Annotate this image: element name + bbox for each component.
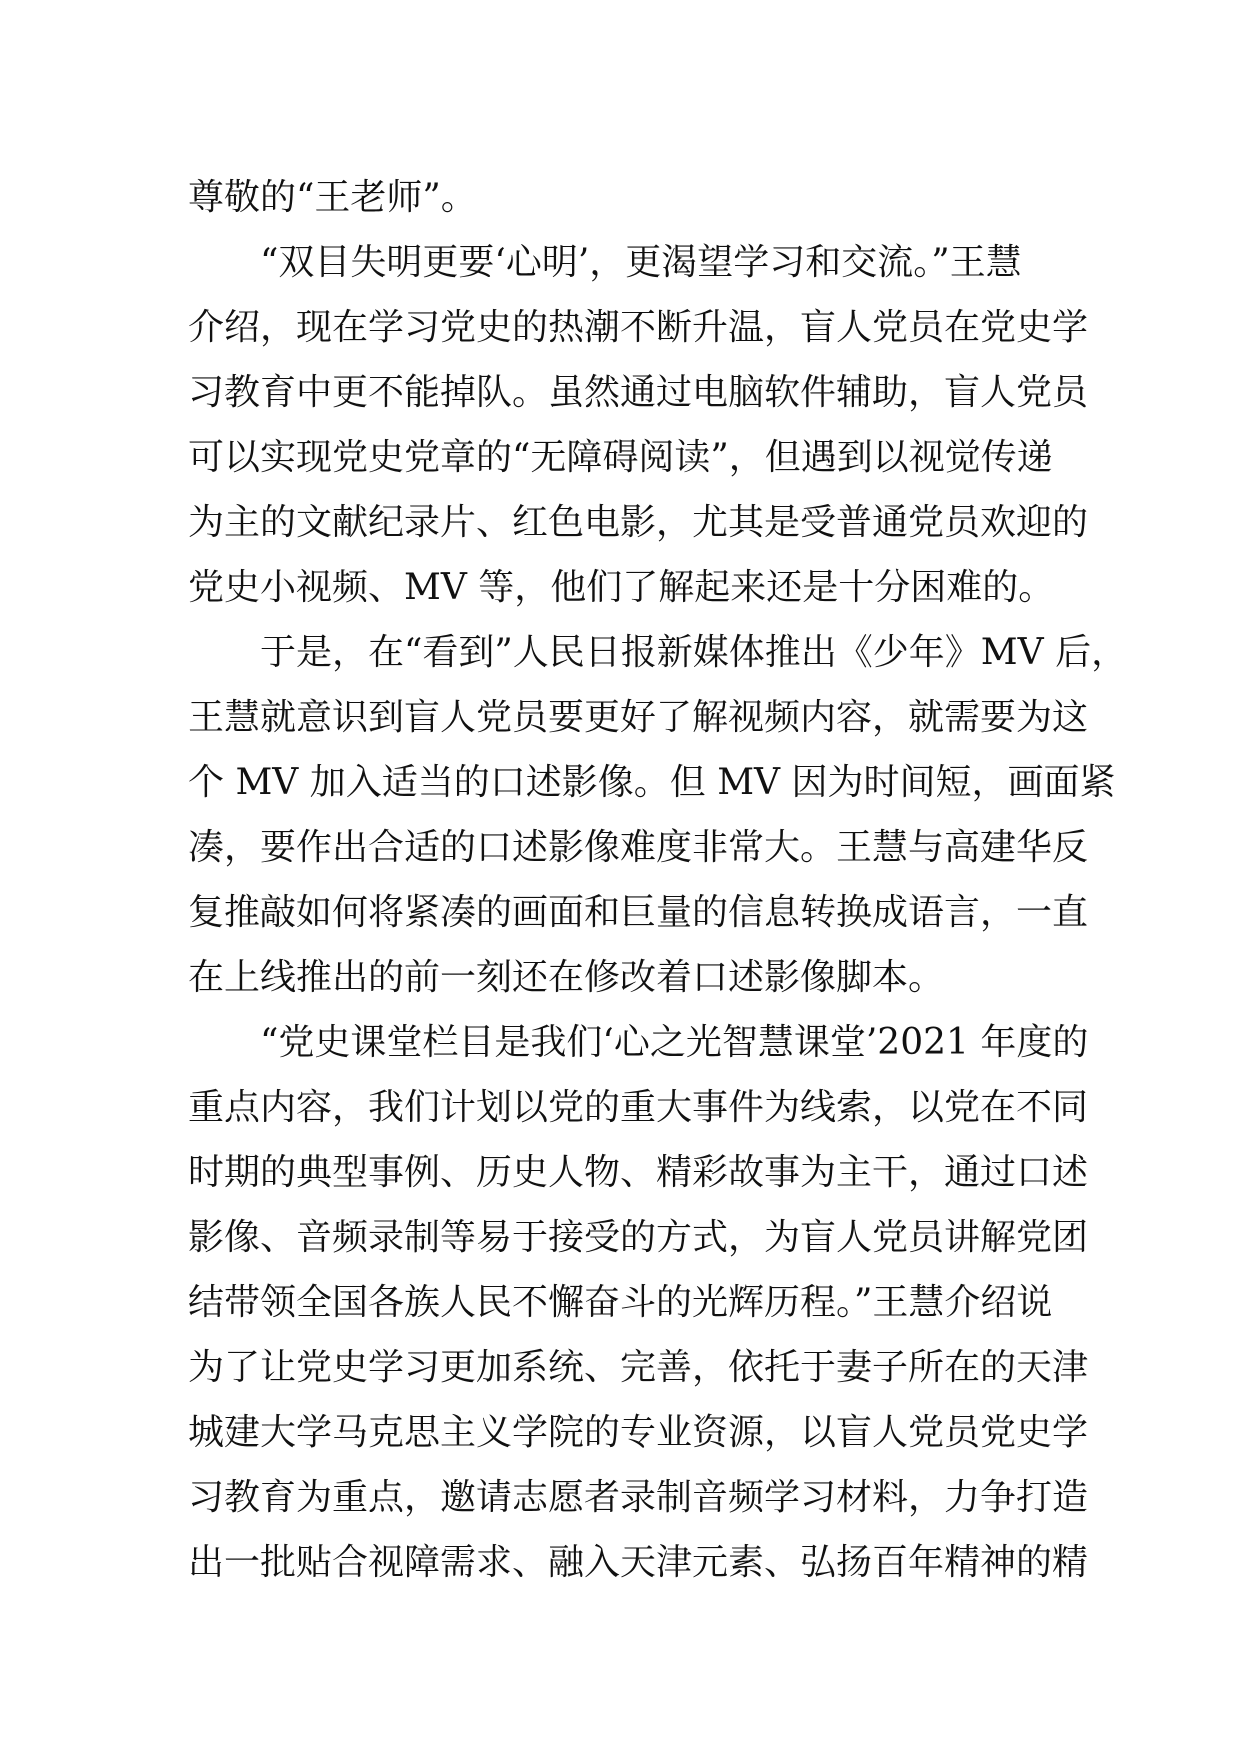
text-line: 介绍，现在学习党史的热潮不断升温，盲人党员在党史学 bbox=[188, 307, 1089, 348]
text-line: 凑，要作出合适的口述影像难度非常大。王慧与高建华反 bbox=[188, 827, 1089, 868]
text-line: 个 MV 加入适当的口述影像。但 MV 因为时间短，画面紧 bbox=[188, 762, 1116, 803]
text-line: 城建大学马克思主义学院的专业资源，以盲人党员党史学 bbox=[188, 1412, 1089, 1453]
text-line: 结带领全国各族人民不懈奋斗的光辉历程。”王慧介绍说 bbox=[188, 1282, 1053, 1323]
paragraph-start-line: “双目失明更要‘心明’，更渴望学习和交流。”王慧 bbox=[260, 242, 1022, 283]
text-line: 为了让党史学习更加系统、完善，依托于妻子所在的天津 bbox=[188, 1347, 1089, 1388]
text-line: 习教育为重点，邀请志愿者录制音频学习材料，力争打造 bbox=[188, 1477, 1089, 1518]
text-line: 王慧就意识到盲人党员要更好了解视频内容，就需要为这 bbox=[188, 697, 1089, 738]
article-body bbox=[188, 168, 1128, 1598]
text-line: 为主的文献纪录片、红色电影，尤其是受普通党员欢迎的 bbox=[188, 502, 1089, 543]
text-line: 尊敬的“王老师”。 bbox=[188, 177, 477, 218]
paragraph-start-line: “党史课堂栏目是我们‘心之光智慧课堂’2021 年度的 bbox=[260, 1022, 1089, 1063]
text-line: 在上线推出的前一刻还在修改着口述影像脚本。 bbox=[188, 957, 945, 998]
text-line: 重点内容，我们计划以党的重大事件为线索，以党在不同 bbox=[188, 1087, 1089, 1128]
text-line: 时期的典型事例、历史人物、精彩故事为主干，通过口述 bbox=[188, 1152, 1089, 1193]
text-line: 党史小视频、MV 等，他们了解起来还是十分困难的。 bbox=[188, 567, 1055, 608]
text-line: 习教育中更不能掉队。虽然通过电脑软件辅助，盲人党员 bbox=[188, 372, 1089, 413]
paragraph-start-line: 于是，在“看到”人民日报新媒体推出《少年》MV 后， bbox=[260, 632, 1128, 673]
text-line: 影像、音频录制等易于接受的方式，为盲人党员讲解党团 bbox=[188, 1217, 1089, 1258]
text-line: 可以实现党史党章的“无障碍阅读”，但遇到以视觉传递 bbox=[188, 437, 1053, 478]
text-line: 复推敲如何将紧凑的画面和巨量的信息转换成语言，一直 bbox=[188, 892, 1089, 933]
text-line: 出一批贴合视障需求、融入天津元素、弘扬百年精神的精 bbox=[188, 1542, 1089, 1583]
